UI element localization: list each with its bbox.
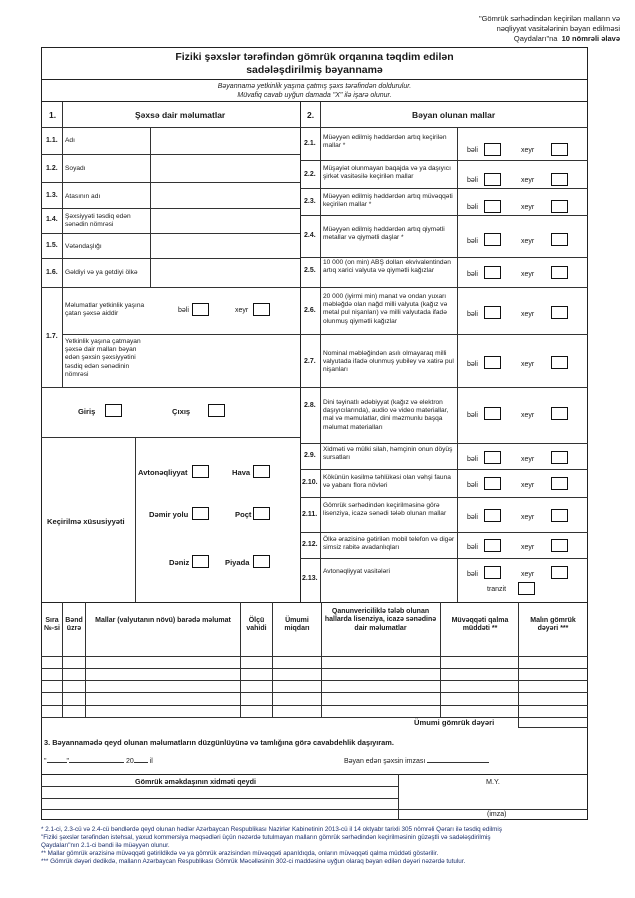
row-1-5-number: 1.5. [46,242,58,249]
row-2-11-yes-label: bəli [467,514,478,521]
row-2-8-number: 2.8. [304,402,316,409]
responsibility-statement: 3. Bəyannamədə qeyd olunan məlumatların düzgünlüyünə və tamlığına görə cavabdehlik daşıyıram. [44,738,394,747]
row-2-13-no-label: xeyr [521,571,535,578]
row-2-3-yes-label: bəli [467,204,478,211]
regulation-reference [420,14,620,44]
row-1-2-number: 1.2. [46,165,58,172]
row-1-1-number: 1.1. [46,137,58,144]
row-2-13-yes-label: bəli [467,571,478,578]
customs-officer-notes-field[interactable] [41,787,398,819]
transport-post-label: Poçt [235,510,252,519]
transit-checkbox[interactable] [518,582,535,595]
row-2-6-label: 20 000 (iyirmi min) manat və ondan yuxarı məbləğdə olan nağd milli valyuta (kağız və metal pul nişanları) və milli valyutada ifadə olunmuş qiymətli kağızlar [323,293,448,325]
row-2-3-number: 2.3. [304,198,316,205]
row-2-9-yes-checkbox[interactable] [484,451,501,464]
row-2-2-number: 2.2. [304,171,316,178]
row-2-12-yes-label: bəli [467,544,478,551]
entry-checkbox[interactable] [105,404,122,417]
row-2-6-no-label: xeyr [521,311,535,318]
row-2-3-no-label: xeyr [521,204,535,211]
header-line-3: Qaydaları"na 10 nömrəli əlavə [513,34,620,43]
row-2-5-yes-label: bəli [467,271,478,278]
adult-yes-label: bəli [178,307,189,314]
col-value-header: Malın gömrük dəyəri *** [530,617,576,633]
row-2-1-no-label: xeyr [521,147,535,154]
officer-signature-label: (imza) [487,811,507,818]
row-1-3-label: Atasının adı [65,193,101,200]
row-2-11-no-label: xeyr [521,514,535,521]
row-2-1-yes-label: bəli [467,147,478,154]
row-2-4-yes-label: bəli [467,238,478,245]
transport-auto-label: Avtonəqliyyat [138,468,188,477]
row-2-2-label: Müşayiət olunmayan baqajda və ya daşıyıcı şirkət vasitəsilə keçirilən mallar [323,165,451,181]
row-2-12-no-checkbox[interactable] [551,539,568,552]
section1-title: Şəxsə dair məlumatlar [135,110,226,120]
minor-document-field[interactable] [151,336,299,386]
row-2-9-label: Xidməti və mülki silah, həmçinin onun döyüş sursatları [323,446,453,462]
footnote-5: *** Gömrük dəyəri dedikdə, malların Azərbaycan Respublikası Gömrük Məcəlləsinin 302-ci maddəsinə uyğun olaraq bəyan edilən dəyəri nəzərdə tutulur. [41,858,466,865]
row-2-11-label: Gömrük sərhədindən keçirilməsinə görə lisenziya, icazə sənədi tələb olunan mallar [323,502,447,518]
transport-rail-label: Dəmir yolu [149,510,189,519]
row-2-9-yes-label: bəli [467,456,478,463]
citizenship-field[interactable] [151,234,299,257]
form-instructions: Bəyannamə yetkinlik yaşına çatmış şəxs tərəfindən doldurulur. Müvafiq cavab uyğun damada "X" ilə işarə olunur. [41,80,588,102]
transport-post-checkbox[interactable] [253,507,270,520]
row-2-1-label: Müəyyən edilmiş həddərdən artıq keçirilən mallar * [323,134,447,150]
goods-table-rows[interactable] [41,657,588,717]
row-2-10-number: 2.10. [302,479,318,486]
total-customs-value-label: Ümumi gömrük dəyəri [414,718,495,727]
adult-no-checkbox[interactable] [253,303,270,316]
declarant-signature[interactable]: Bəyan edən şəxsin imzası [344,758,489,765]
row-2-11-yes-checkbox[interactable] [484,509,501,522]
transport-rail-checkbox[interactable] [192,507,209,520]
row-2-4-no-checkbox[interactable] [551,233,568,246]
row-2-6-yes-checkbox[interactable] [484,306,501,319]
exit-label: Çıxış [172,407,191,416]
row-2-2-yes-label: bəli [467,177,478,184]
row-2-7-yes-label: bəli [467,361,478,368]
row-2-3-label: Müəyyən edilmiş həddərdən artıq müvəqqəti keçirilən mallar * [323,193,453,209]
row-2-2-yes-checkbox[interactable] [484,173,501,186]
row-2-1-yes-checkbox[interactable] [484,143,501,156]
row-2-5-yes-checkbox[interactable] [484,266,501,279]
row-2-8-yes-label: bəli [467,412,478,419]
col-seq-header: Sıra №-si [44,617,60,633]
section2-number: 2. [307,110,315,120]
transport-sea-label: Dəniz [169,558,190,567]
row-2-9-no-checkbox[interactable] [551,451,568,464]
col-duration-header: Müvəqqəti qalma müddəti ** [451,617,509,633]
row-2-7-no-label: xeyr [521,361,535,368]
transport-sea-checkbox[interactable] [192,555,209,568]
exit-checkbox[interactable] [208,404,225,417]
col-item-header: Bənd üzrə [65,617,83,633]
row-1-4-label: Şəxsiyyəti təsdiq edən sənədin nömrəsi [65,213,131,229]
section1-number: 1. [49,110,57,120]
row-2-5-no-label: xeyr [521,271,535,278]
transport-foot-checkbox[interactable] [253,555,270,568]
footnote-3: Qaydaları"nın 2.1-ci bəndi ilə müəyyən olunur. [41,842,170,849]
row-2-7-number: 2.7. [304,358,316,365]
row-2-9-number: 2.9. [304,452,316,459]
row-1-4-number: 1.4. [46,216,58,223]
row-1-7-minor-label: Yetkinlik yaşına çatmayan şəxsə dair malları bəyan edən şəxsin şəxsiyyətini təsdiq edən sənədinin nömrəsi [65,338,141,378]
row-2-9-no-label: xeyr [521,456,535,463]
row-2-12-label: Ölkə ərazisinə gətirilən mobil telefon və digər simsiz rabitə avadanlıqları [323,536,455,552]
transport-air-checkbox[interactable] [253,465,270,478]
row-2-12-number: 2.12. [302,541,318,548]
row-1-2-label: Soyadı [65,165,86,172]
transport-air-label: Hava [232,468,251,477]
row-1-3-number: 1.3. [46,192,58,199]
id-document-field[interactable] [151,209,299,232]
row-2-11-number: 2.11. [302,511,318,518]
row-1-6-label: Gəldiyi və ya getdiyi ölkə [65,269,138,276]
row-2-3-yes-checkbox[interactable] [484,200,501,213]
adult-yes-checkbox[interactable] [192,303,209,316]
row-2-2-no-label: xeyr [521,177,535,184]
row-1-7-number: 1.7. [46,333,58,340]
header-line-2: nəqliyyat vasitələrinin bəyan edilməsi [496,24,620,33]
row-2-5-label: 10 000 (on min) ABŞ dolları ekvivalentindən artıq xarici valyuta və qiymətli kağızlar [323,259,451,275]
section2-title: Bəyan olunan mallar [412,110,496,120]
row-2-10-no-label: xeyr [521,482,535,489]
row-2-2-no-checkbox[interactable] [551,173,568,186]
footnotes [41,826,601,866]
row-2-10-no-checkbox[interactable] [551,477,568,490]
row-2-10-yes-label: bəli [467,482,478,489]
row-2-13-yes-checkbox[interactable] [484,566,501,579]
entry-label: Giriş [78,407,96,416]
row-2-12-yes-checkbox[interactable] [484,539,501,552]
footnote-1: * 2.1-ci, 2.3-cü və 2.4-cü bəndlərdə qeyd olunan hədlər Azərbaycan Respublikası Nazirlər Kabinetinin 2013-cü il 14 oktyabr tarixli 305 nömrəli Qərarı ilə təsdiq edilmiş [41,826,502,833]
row-2-4-yes-checkbox[interactable] [484,233,501,246]
col-license-header: Qanunvericiliklə tələb olunan hallarda lisenziya, icazə sənədinə dair məlumatlar [324,608,437,632]
total-customs-value-field[interactable] [519,718,587,727]
surname-field[interactable] [151,155,299,181]
row-2-7-no-checkbox[interactable] [551,356,568,369]
seal-label: M.Y. [486,777,500,786]
row-2-11-no-checkbox[interactable] [551,509,568,522]
transit-label: tranzit [487,586,507,593]
row-2-4-no-label: xeyr [521,238,535,245]
form-title: Fiziki şəxslər tərəfindən gömrük orqanına təqdim edilən sadələşdirilmiş bəyannamə [41,47,588,80]
footnote-2: "Fiziki şəxslər tərəfindən istehsal, yaxud kommersiya məqsədləri üçün nəzərdə tutulmayan malların gömrük sərhədindən keçirilməsinin güzəştli və sadələşdirilmiş [41,834,491,841]
customs-officer-notes-title: Gömrük əməkdaşının xidməti qeydi [135,777,257,786]
patronymic-field[interactable] [151,183,299,207]
adult-no-label: xeyr [235,307,249,314]
row-2-8-no-label: xeyr [521,412,535,419]
row-2-13-no-checkbox[interactable] [551,566,568,579]
row-2-4-label: Müəyyən edilmiş həddərdən artıq qiymətli metallar və qiymətli daşlar * [323,226,445,242]
row-2-12-no-label: xeyr [521,544,535,551]
declaration-date[interactable]: " " 20 il [44,758,153,765]
row-2-7-yes-checkbox[interactable] [484,356,501,369]
row-2-3-no-checkbox[interactable] [551,200,568,213]
row-2-5-number: 2.5. [304,267,316,274]
col-unit-header: Ölçü vahidi [246,617,267,633]
row-2-7-label: Nominal məbləğindən asılı olmayaraq milli valyutada ifadə olunmuş yubiley və xatirə pul nişanları [323,350,454,374]
row-2-6-yes-label: bəli [467,311,478,318]
transport-title: Keçirilmə xüsusiyyəti [47,517,125,526]
row-2-1-no-checkbox[interactable] [551,143,568,156]
transport-foot-label: Piyada [225,558,250,567]
country-field[interactable] [151,259,299,286]
row-2-6-number: 2.6. [304,307,316,314]
col-quantity-header: Ümumi miqdarı [284,617,310,633]
transport-auto-checkbox[interactable] [192,465,209,478]
row-1-7-adult-label: Məlumatlar yetkinlik yaşına çatan şəxsə aiddir [65,302,145,318]
row-1-5-label: Vətəndaşlığı [65,243,102,250]
row-2-8-yes-checkbox[interactable] [484,407,501,420]
footnote-4: ** Mallar gömrük ərazisinə müvəqqəti gətirildikdə və ya gömrük ərazisindən müvəqqəti aparıldıqda, onların müvəqqəti qalma müddəti göstərilir. [41,850,439,857]
row-2-5-no-checkbox[interactable] [551,266,568,279]
col-goods-header: Mallar (valyutanın növü) barədə məlumat [95,617,231,624]
row-2-8-label: Dini təyinatlı ədəbiyyat (kağız və elektron daşıyıcılarında), audio və video materiallar, mal və məmulatlar, dini məzmunlu başqa məlumat materialları [323,399,449,431]
row-1-6-number: 1.6. [46,269,58,276]
header-line-1: "Gömrük sərhədindən keçirilən malların və [478,14,620,23]
row-2-4-number: 2.4. [304,232,316,239]
row-2-6-no-checkbox[interactable] [551,306,568,319]
row-2-1-number: 2.1. [304,140,316,147]
first-name-field[interactable] [151,128,299,153]
row-2-10-yes-checkbox[interactable] [484,477,501,490]
row-2-13-label: Avtonəqliyyat vasitələri [323,568,390,575]
row-2-10-label: Kökünün kəsilmə təhlükəsi olan vəhşi fauna və yabanı flora növləri [323,474,451,490]
row-1-1-label: Adı [65,137,75,144]
row-2-8-no-checkbox[interactable] [551,407,568,420]
row-2-13-number: 2.13. [302,575,318,582]
